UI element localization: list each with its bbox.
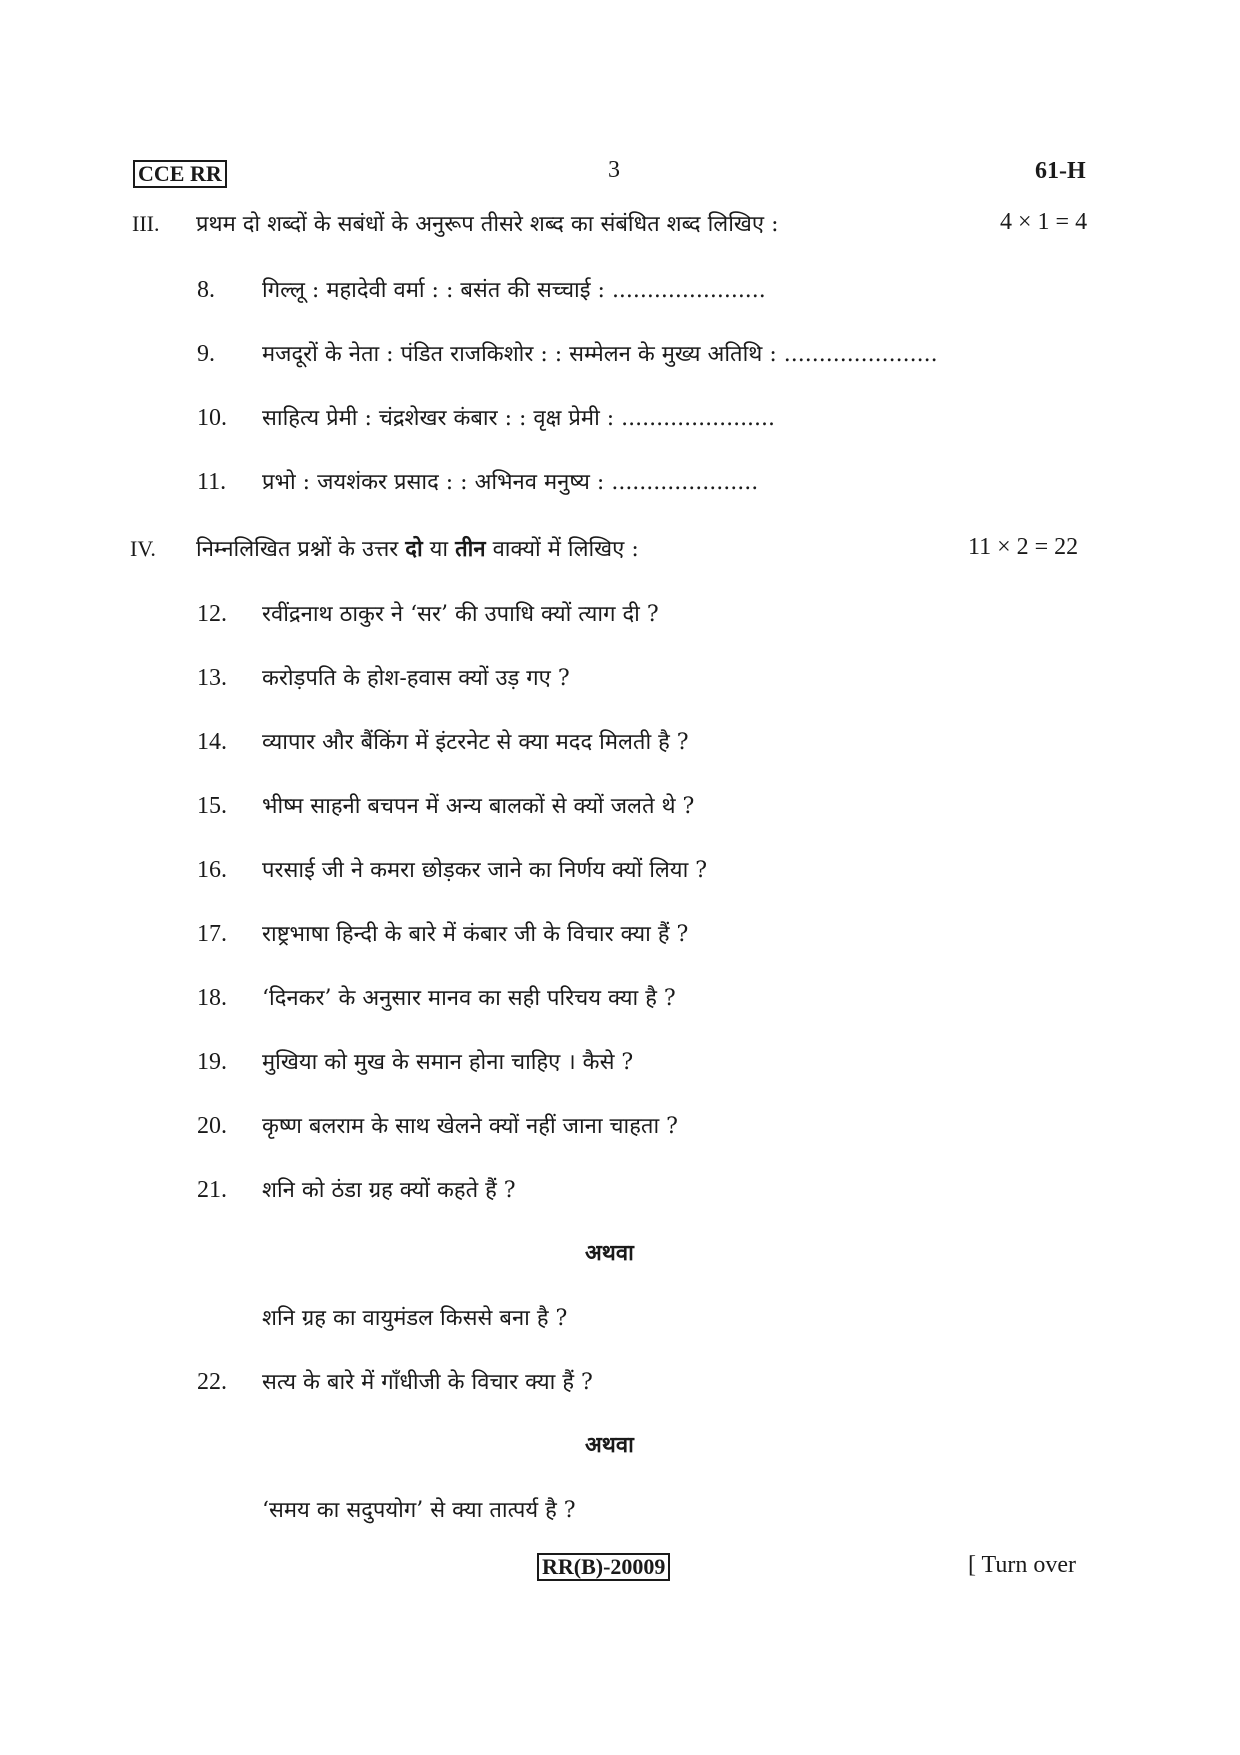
question-text: परसाई जी ने कमरा छोड़कर जाने का निर्णय क्यों लिया ? [262, 858, 708, 883]
question-text: रवींद्रनाथ ठाकुर ने ‘सर’ की उपाधि क्यों त्याग दी ? [262, 602, 659, 627]
question-text: राष्ट्रभाषा हिन्दी के बारे में कंबार जी के विचार क्या हैं ? [262, 922, 689, 947]
section-3-instruction: प्रथम दो शब्दों के सबंधों के अनुरूप तीसरे शब्द का संबंधित शब्द लिखिए : [196, 212, 779, 237]
question-number: 11. [197, 469, 227, 495]
question-text: मुखिया को मुख के समान होना चाहिए । कैसे ? [262, 1050, 634, 1075]
question-text: भीष्म साहनी बचपन में अन्य बालकों से क्यों जलते थे ? [262, 794, 695, 819]
question-number: 9. [197, 341, 215, 367]
question-number: 20. [197, 1113, 227, 1139]
alternate-question: ‘समय का सदुपयोग’ से क्या तात्पर्य है ? [262, 1498, 576, 1523]
page-number: 3 [608, 157, 620, 183]
question-number: 19. [197, 1049, 227, 1075]
question-number: 15. [197, 793, 227, 819]
question-number: 13. [197, 665, 227, 691]
section-4-instruction: निम्नलिखित प्रश्नों के उत्तर दो या तीन वाक्यों में लिखिए : [196, 536, 639, 562]
turn-over-text: [ Turn over [968, 1552, 1077, 1578]
question-number: 18. [197, 985, 227, 1011]
question-text: प्रभो : जयशंकर प्रसाद : : अभिनव मनुष्य : ..................... [262, 470, 759, 495]
section-3-marks: 4 × 1 = 4 [1000, 209, 1088, 235]
question-number: 22. [197, 1369, 227, 1395]
question-text: व्यापार और बैंकिंग में इंटरनेट से क्या मदद मिलती है ? [262, 730, 689, 755]
question-text: साहित्य प्रेमी : चंद्रशेखर कंबार : : वृक्ष प्रेमी : ...................... [262, 406, 776, 431]
question-number: 10. [197, 405, 227, 431]
section-4-number: IV. [130, 536, 156, 561]
or-label: अथवा [585, 1240, 634, 1266]
question-number: 17. [197, 921, 227, 947]
question-number: 8. [197, 277, 215, 303]
question-text: मजदूरों के नेता : पंडित राजकिशोर : : सम्मेलन के मुख्य अतिथि : ...................... [262, 342, 938, 367]
alternate-question: शनि ग्रह का वायुमंडल किससे बना है ? [262, 1306, 568, 1331]
question-number: 12. [197, 601, 227, 627]
footer-code: RR(B)-20009 [537, 1553, 670, 1581]
question-text: करोड़पति के होश-हवास क्यों उड़ गए ? [262, 666, 570, 691]
question-text: सत्य के बारे में गाँधीजी के विचार क्या हैं ? [262, 1370, 593, 1395]
section-4-marks: 11 × 2 = 22 [968, 534, 1079, 560]
paper-code: 61-H [1035, 158, 1086, 184]
question-number: 21. [197, 1177, 227, 1203]
header-code: CCE RR [133, 160, 227, 188]
section-3-number: III. [132, 211, 160, 236]
question-text: गिल्लू : महादेवी वर्मा : : बसंत की सच्चाई : ...................... [262, 278, 766, 303]
question-number: 16. [197, 857, 227, 883]
question-text: कृष्ण बलराम के साथ खेलने क्यों नहीं जाना चाहता ? [262, 1114, 678, 1139]
or-label: अथवा [585, 1432, 634, 1458]
question-text: ‘दिनकर’ के अनुसार मानव का सही परिचय क्या है ? [262, 986, 676, 1011]
question-text: शनि को ठंडा ग्रह क्यों कहते हैं ? [262, 1178, 516, 1203]
question-number: 14. [197, 729, 227, 755]
